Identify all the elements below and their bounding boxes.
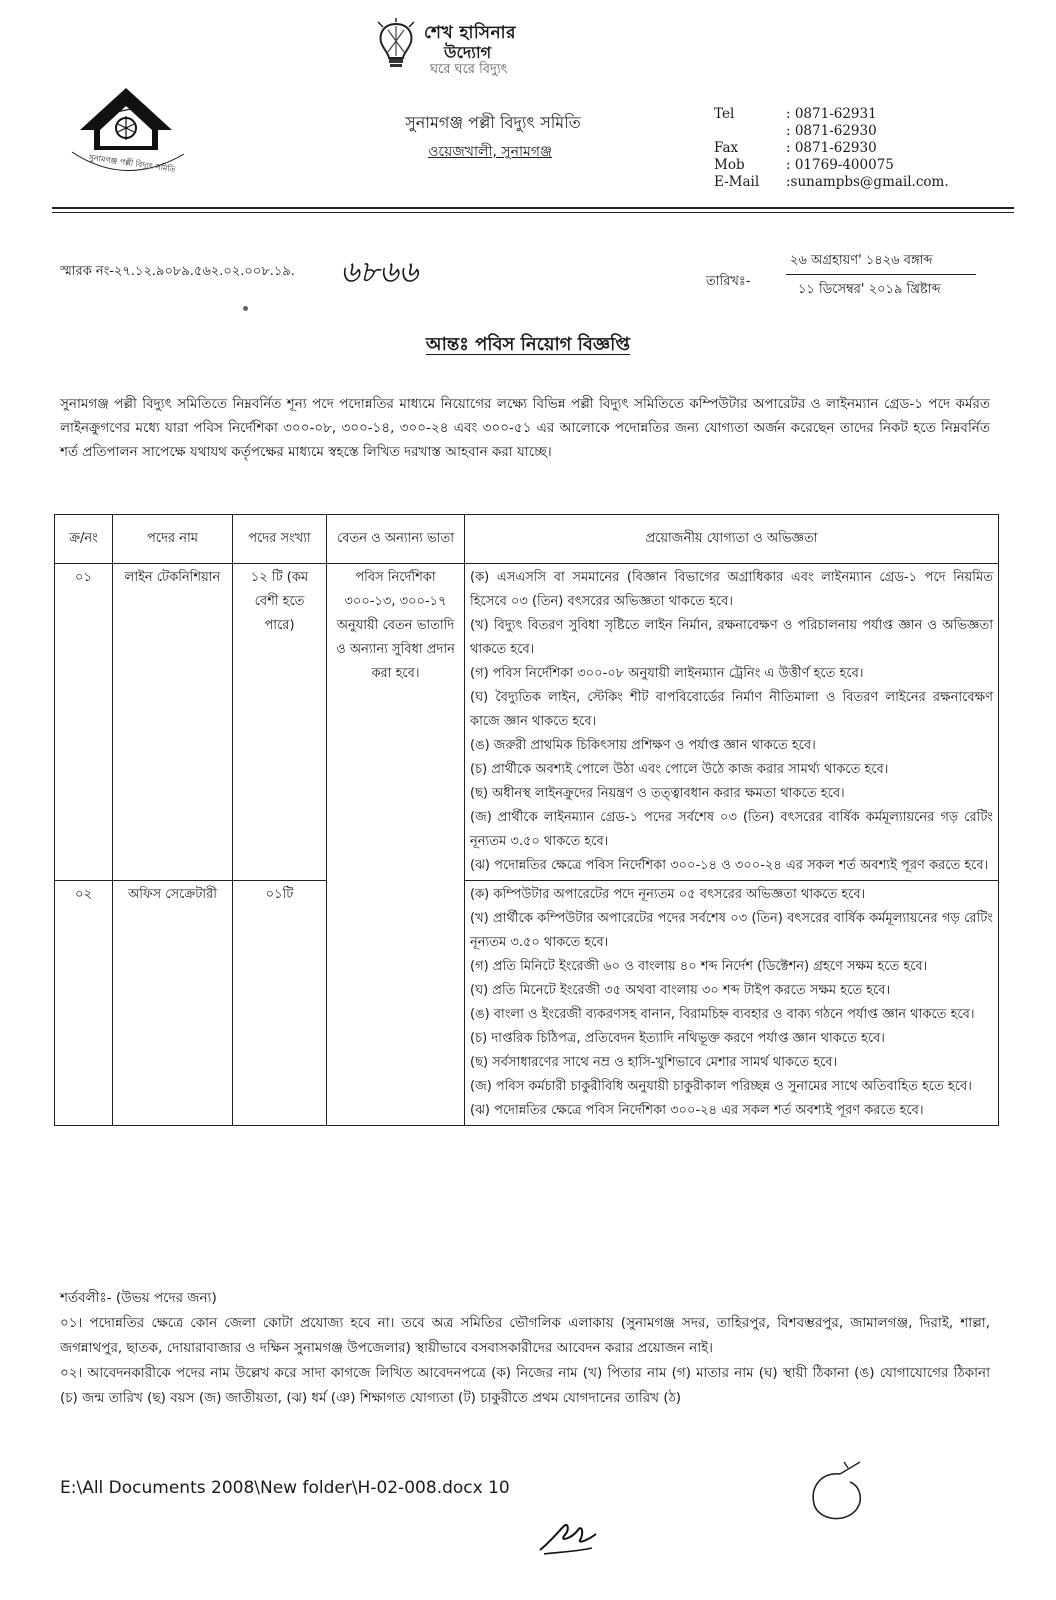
qualification-item: (ঙ) বাংলা ও ইংরেজী ব্যকরণসহ বানান, বিরামচিহ্ন ব্যবহার ও বাক্য গঠনে পর্যাপ্ত জ্ঞান থাকতে হবে। [470, 1007, 975, 1022]
memo-number: স্মারক নং-২৭.১২.৯০৮৯.৫৬২.০২.০০৮.১৯. [60, 264, 295, 279]
contact-row [714, 174, 1014, 191]
page-title [0, 330, 1056, 361]
intro-paragraph: সুনামগঞ্জ পল্লী বিদ্যুৎ সমিতিতে নিম্নবর্নিত শূন্য পদে পদোন্নতির মাধ্যমে নিয়োগের লক্ষ্যে বিভিন্ন পল্লী বিদ্যুৎ সমিতিতে কম্পিউটার অপারেটর ও লাইনম্যান গ্রেড-১ পদে কর্মরত লাইনক্রুগণের মধ্যে যারা পবিস নির্দেশিকা ৩০০-০৮, ৩০০-১৪, ৩০০-২৪ এবং ৩০০-৫১ এর আলোকে পদোন্নতির জন্য যোগ্যতা অর্জন করেছেন তাদের নিকট হতে নিম্নবর্নিত শর্ত প্রতিপালন সাপেক্ষে যথাযথ কর্তৃপক্ষের মাধ্যমে স্বহস্তে লিখিত দরখাস্ত আহবান করা যাচ্ছে। [60, 396, 990, 460]
column-header: বেতন ও অন্যান্য ভাতা [327, 515, 465, 564]
contact-value: : 01769-400075 [786, 157, 894, 173]
handwritten-initial-icon [534, 1512, 604, 1558]
contact-email: :sunampbs@gmail.com. [786, 174, 949, 190]
organization-address: ওয়েজখালী, সুনামগঞ্জ [428, 144, 552, 160]
table-row [55, 881, 999, 1126]
posts-table [54, 514, 999, 1126]
light-bulb-icon [376, 18, 416, 72]
organization-seal [66, 84, 196, 184]
qualification-item: (গ) প্রতি মিনিটে ইংরেজী ৬০ ও বাংলায় ৪০ শব্দ নির্দেশ (ডিক্টেশন) গ্রহণে সক্ষম হতে হবে। [470, 959, 928, 974]
terms-heading: শর্তবলীঃ- (উভয় পদের জন্য) [60, 1290, 217, 1306]
qualification-item: (জ) পবিস কর্মচারী চাকুরীবিধি অনুযায়ী চাকুরীকাল পরিচ্ছন্ন ও সুনামের সাথে অতিবাহিত হতে হবে। [470, 1079, 972, 1094]
post-name-cell: অফিস সেক্রেটারী [113, 881, 233, 1126]
qualification-item: (জ) প্রার্থীকে লাইনম্যান গ্রেড-১ পদের সর্বশেষ ০৩ (তিন) বৎসরের বার্ষিক কর্মমূল্যায়নের গড় রেটিং নূন্যতম ৩.৫০ থাকতে হবে। [470, 810, 993, 849]
qualification-item: (চ) দাপ্তরিক চিঠিপত্র, প্রতিবেদন ইত্যাদি নথিভূক্ত করণে পর্যাপ্ত জ্ঞান থাকতে হবে। [470, 1031, 885, 1046]
seal-text: সুনামগঞ্জ পল্লী বিদ্যুৎ সমিতি [88, 152, 177, 175]
header-divider [52, 212, 1014, 213]
memo-handwritten-number: ৬৮৬৬ [340, 255, 418, 290]
terms-item: ০২। আবেদনকারীকে পদের নাম উল্লেখ করে সাদা কাগজে লিখিত আবেদনপত্রে (ক) নিজের নাম (খ) পিতার নাম (গ) মাতার নাম (ঘ) স্থায়ী ঠিকানা (ঙ) যোগাযোগের ঠিকানা (চ) জন্ম তারিখ (ছ) বয়স (জ) জাতীয়তা, (ঝ) ধর্ম (ঞ) শিক্ষাগত যোগ্যতা (ট) চাকুরীতে প্রথম যোগদানের তারিখ (ঠ) [60, 1365, 990, 1406]
logo-line-1: শেখ হাসিনার [424, 23, 516, 43]
date-bangla: ২৬ অগ্রহায়ণ' ১৪২৬ বঙ্গাব্দ [790, 253, 933, 268]
date-english: ১১ ডিসেম্বর' ২০১৯ খ্রিষ্টাব্দ [798, 282, 941, 297]
contact-value: : 0871-62930 [786, 140, 877, 156]
contact-value: : 0871-62930 [786, 123, 877, 139]
terms-section [60, 1286, 990, 1411]
contact-label: Fax [714, 140, 739, 156]
qualifications-cell [465, 564, 999, 881]
terms-item: ০১। পদোন্নতির ক্ষেত্রে কোন জেলা কোটা প্রযোজ্য হবে না। তবে অত্র সমিতির ভৌগলিক এলাকায় (সুনামগঞ্জ সদর, তাহিরপুর, বিশবম্ভরপুর, জামালগঞ্জ, দিরাই, শাল্লা, জগন্নাথপুর, ছাতক, দোয়ারাবাজার ও দক্ষিন সুনামগঞ্জ উপজেলার) স্থায়ীভাবে বসবাসকারীদের আবেদন করার প্রয়োজন নাই। [60, 1315, 990, 1356]
contact-label [714, 123, 786, 140]
serial-cell: ০২ [55, 881, 113, 1126]
qualification-item: (গ) পবিস নির্দেশিকা ৩০০-০৮ অনুযায়ী লাইনম্যান ট্রেনিং এ উত্তীর্ণ হতে হবে। [470, 666, 864, 681]
contact-row [714, 123, 1014, 140]
post-name-cell: লাইন টেকনিশিয়ান [113, 564, 233, 881]
contact-label: E-Mail [714, 174, 760, 190]
date-divider [786, 274, 976, 275]
qualification-item: (ক) এসএসসি বা সমমানের (বিজ্ঞান বিভাগের অগ্রাধিকার এবং লাইনম্যান গ্রেড-১ পদে নিয়মিত হিসেবে ০৩ (তিন) বৎসরের অভিজ্ঞতা থাকতে হবে। [470, 570, 993, 609]
qualification-item: (ছ) অধীনস্থ লাইনক্রুদের নিয়ন্ত্রণ ও তত্ত্বাবধান করার ক্ষমতা থাকতে হবে। [470, 786, 845, 801]
column-header: পদের সংখ্যা [233, 515, 327, 564]
qualification-item: (ঝ) পদোন্নতির ক্ষেত্রে পবিস নির্দেশিকা ৩০০-২৪ এর সকল শর্ত অবশ্যই পূরণ করতে হবে। [470, 1103, 924, 1118]
qualification-item: (ঝ) পদোন্নতির ক্ষেত্রে পবিস নির্দেশিকা ৩০০-১৪ ও ৩০০-২৪ এর সকল শর্ত অবশ্যই পূরণ করতে হবে। [470, 858, 989, 873]
qualification-item: (খ) বিদ্যুৎ বিতরণ সুবিধা সৃষ্টিতে লাইন নির্মান, রক্ষনাবেক্ষণ ও পরিচালনায় পর্যাপ্ত জ্ঞান ও অভিজ্ঞতা থাকতে হবে। [470, 618, 993, 657]
date-label: তারিখঃ- [706, 274, 751, 289]
contact-value: : 0871-62931 [786, 106, 877, 122]
footer-file-path: E:\All Documents 2008\New folder\H-02-008.docx 10 [60, 1478, 510, 1498]
post-count-cell: ০১টি [233, 881, 327, 1126]
ink-dot [243, 306, 248, 311]
contact-block [714, 106, 1014, 191]
logo-line-2: উদ্যোগ [444, 43, 492, 62]
contact-label: Tel [714, 106, 735, 122]
contact-row [714, 157, 1014, 174]
contact-label: Mob [714, 157, 745, 173]
logo-line-3: ঘরে ঘরে বিদ্যুৎ [430, 62, 508, 77]
qualification-item: (চ) প্রার্থীকে অবশ্যই পোলে উঠা এবং পোলে উঠে কাজ করার সামর্থ্য থাকতে হবে। [470, 762, 889, 777]
qualification-item: (ছ) সর্বসাধারণের সাথে নম্র ও হাসি-খুশিভাবে মেশার সামর্থ থাকতে হবে। [470, 1055, 838, 1070]
handwritten-signature-icon [800, 1460, 870, 1530]
table-header-row [55, 515, 999, 564]
post-count-cell: ১২ টি (কম বেশী হতে পারে) [233, 564, 327, 881]
qualification-item: (ঘ) প্রতি মিনেটে ইংরেজী ৩৫ অথবা বাংলায় ৩০ শব্দ টাইপ করতে সক্ষম হতে হবে। [470, 983, 891, 998]
header-divider [52, 207, 1014, 209]
contact-row [714, 106, 1014, 123]
table-row [55, 564, 999, 881]
qualification-item: (ক) কম্পিউটার অপারেটের পদে নূন্যতম ০৫ বৎসরের অভিজ্ঞতা থাকতে হবে। [470, 887, 866, 902]
serial-cell: ০১ [55, 564, 113, 881]
organization-name: সুনামগঞ্জ পল্লী বিদ্যুৎ সমিতি [405, 113, 581, 132]
page-title-text: আন্তঃ পবিস নিয়োগ বিজ্ঞপ্তি [425, 334, 631, 355]
campaign-logo [372, 14, 572, 78]
column-header: ক্র/নং [55, 515, 113, 564]
contact-row [714, 140, 1014, 157]
column-header: পদের নাম [113, 515, 233, 564]
qualification-item: (খ) প্রার্থীকে কম্পিউটার অপারেটের পদের সর্বশেষ ০৩ (তিন) বৎসরের বার্ষিক কর্মমূল্যায়নের গড় রেটিং নূন্যতম ৩.৫০ থাকতে হবে। [470, 911, 993, 950]
column-header: প্রয়োজনীয় যোগ্যতা ও অভিজ্ঞতা [465, 515, 999, 564]
qualification-item: (ঙ) জরুরী প্রাথমিক চিকিৎসায় প্রশিক্ষণ ও পর্যাপ্ত জ্ঞান থাকতে হবে। [470, 738, 816, 753]
qualification-item: (ঘ) বৈদ্যুতিক লাইন, স্টেকিং শীট বাপবিবোর্ডের নির্মাণ নীতিমালা ও বিতরণ লাইনের রক্ষনাবেক্ষণ কাজে জ্ঞান থাকতে হবে। [470, 690, 993, 729]
salary-cell: পবিস নির্দেশিকা ৩০০-১৩, ৩০০-১৭ অনুযায়ী বেতন ভাতাদি ও অন্যান্য সুবিধা প্রদান করা হবে। [327, 564, 465, 1126]
qualifications-cell [465, 881, 999, 1126]
